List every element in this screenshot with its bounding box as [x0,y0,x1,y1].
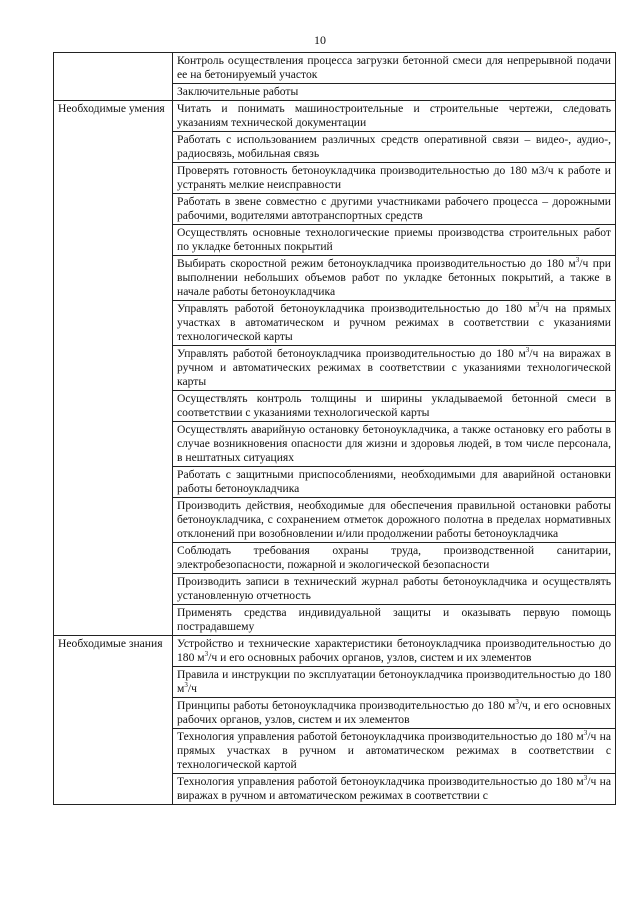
requirement-item: Технология управления работой бетоноукладчика производительностью до 180 $м^3/ч$ на виражах в ручном и автоматическом режимах в соответствии с [173,774,616,805]
table-row [54,636,616,667]
requirement-item: Работать с использованием различных средств оперативной связи – видео-, аудио-, радиосвязь, мобильная связь [173,132,616,163]
category-cell: Необходимые умения [54,101,173,636]
requirement-item: Проверять готовность бетоноукладчика производительностью до 180 м3/ч к работе и устранять мелкие неисправности [173,163,616,194]
requirement-item: Соблюдать требования охраны труда, производственной санитарии, электробезопасности, пожарной и экологической безопасности [173,543,616,574]
table-row [54,53,616,84]
requirement-item: Правила и инструкции по эксплуатации бетоноукладчика производительностью до 180 $м^3/ч$ [173,667,616,698]
requirement-item: Работать с защитными приспособлениями, необходимыми для аварийной остановки работы бетоноукладчика [173,467,616,498]
requirement-item: Управлять работой бетоноукладчика производительностью до 180 $м^3/ч$ на прямых участках в автоматическом и ручном режимах в соответствии с указаниями технологической карты [173,301,616,346]
requirement-item: Читать и понимать машиностроительные и строительные чертежи, следовать указаниям технической документации [173,101,616,132]
requirement-item: Выбирать скоростной режим бетоноукладчика производительностью до 180 $м^3/ч$ при выполнении небольших объемов работ по укладке бетонных покрытий, а также в начале работы бетоноукладчика [173,256,616,301]
category-cell: Необходимые знания [54,636,173,805]
requirement-item: Управлять работой бетоноукладчика производительностью до 180 $м^3/ч$ на виражах в ручном и автоматических режимах в соответствии с указаниями технологической карты [173,346,616,391]
requirement-item: Принципы работы бетоноукладчика производительностью до 180 $м^3/ч$, и его основных рабочих органов, узлов, систем и их элементов [173,698,616,729]
requirement-item: Технология управления работой бетоноукладчика производительностью до 180 $м^3/ч$ на прямых участках в ручном и автоматическом режимах в соответствии с технологической картой [173,729,616,774]
requirement-item: Контроль осуществления процесса загрузки бетонной смеси для непрерывной подачи ее на бетонируемый участок [173,53,616,84]
table-row [54,101,616,132]
page-number: 10 [314,33,326,47]
requirement-item: Осуществлять контроль толщины и ширины укладываемой бетонной смеси в соответствии с указаниями технологической карты [173,391,616,422]
requirement-item: Применять средства индивидуальной защиты и оказывать первую помощь пострадавшему [173,605,616,636]
requirement-item: Работать в звене совместно с другими участниками рабочего процесса – дорожными рабочими, водителями автотранспортных средств [173,194,616,225]
category-cell [54,53,173,101]
requirement-item: Устройство и технические характеристики бетоноукладчика производительностью до 180 $м^3/ч$ и его основных рабочих органов, узлов, систем и их элементов [173,636,616,667]
requirement-item: Производить действия, необходимые для обеспечения правильной остановки работы бетоноукладчика, с сохранением отметок дорожного полотна в пределах нормативных отклонений при возобновлении и/или продолжении работы бетоноукладчика [173,498,616,543]
requirement-item: Осуществлять основные технологические приемы производства строительных работ по укладке бетонных покрытий [173,225,616,256]
requirement-item: Осуществлять аварийную остановку бетоноукладчика, а также остановку его работы в случае возникновения опасности для жизни и здоровья людей, в том числе персонала, в нештатных ситуациях [173,422,616,467]
requirement-item: Производить записи в технический журнал работы бетоноукладчика и осуществлять установленную отчетность [173,574,616,605]
requirements-table [53,52,616,805]
requirement-item: Заключительные работы [173,84,616,101]
